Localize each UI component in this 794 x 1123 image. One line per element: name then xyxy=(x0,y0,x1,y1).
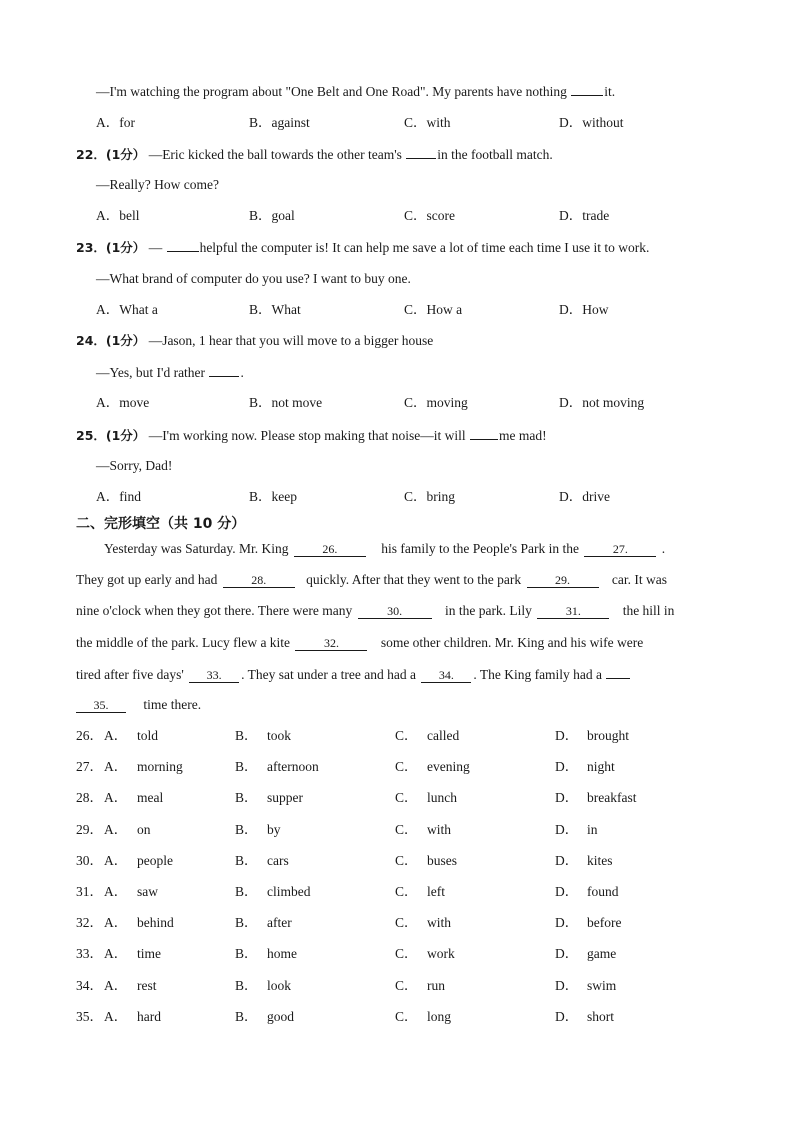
stem-text-after: in the football match. xyxy=(437,147,553,162)
answer-blank xyxy=(406,145,436,159)
option-d-text: night xyxy=(587,759,615,775)
option-letter-b: B． xyxy=(235,915,258,931)
stem-text: —I'm watching the program about "One Belt and One Road". My parents have nothing xyxy=(96,84,571,99)
stem-text: —Eric kicked the ball towards the other team's xyxy=(148,147,406,162)
option-d-text: breakfast xyxy=(587,790,637,806)
option-letter-c: C． xyxy=(395,821,418,837)
option-letter-c: C． xyxy=(395,884,418,899)
option-c-text: called xyxy=(427,728,460,743)
option-a-text: saw xyxy=(137,884,158,899)
option-c-text: lunch xyxy=(427,790,457,806)
cloze-option-row xyxy=(76,1008,756,1026)
option-letter-b: B． xyxy=(235,977,258,993)
option-c: C．score xyxy=(404,208,455,223)
option-c-text: long xyxy=(427,1008,452,1024)
passage-line-1 xyxy=(76,540,718,558)
option-b-text: by xyxy=(267,821,281,837)
option-letter-c: C． xyxy=(395,790,418,806)
answer-blank xyxy=(470,426,498,440)
passage-line-2 xyxy=(76,571,718,589)
option-letter-d: D． xyxy=(555,884,579,899)
option-letter-d: D． xyxy=(555,852,579,868)
option-number: 29． xyxy=(76,821,103,837)
cloze-option-row xyxy=(76,852,756,870)
option-letter-a: A． xyxy=(104,977,128,993)
option-d-text: game xyxy=(587,946,617,962)
stem-text-after: me mad! xyxy=(498,428,547,443)
option-letter-d: D． xyxy=(555,977,579,993)
option-letter-c: C． xyxy=(395,728,418,743)
passage-text: the hill in xyxy=(622,603,675,618)
answer-blank xyxy=(167,238,199,252)
option-b-text: cars xyxy=(267,852,289,868)
answer-blank xyxy=(571,82,603,96)
option-d-text: in xyxy=(587,821,598,837)
option-number: 35． xyxy=(76,1008,103,1024)
cloze-blank-26: 26. xyxy=(294,542,366,557)
answer-blank xyxy=(209,363,239,377)
question-number: 22．(1分） xyxy=(76,147,146,162)
option-d: D．not moving xyxy=(559,395,645,410)
cloze-option-row xyxy=(76,821,756,839)
option-d: D．trade xyxy=(559,208,610,223)
cloze-blank-30: 30. xyxy=(358,604,432,619)
cloze-blank-34: 34. xyxy=(421,668,471,683)
cloze-option-row xyxy=(76,758,756,776)
question-25-stem xyxy=(76,426,547,445)
cloze-option-row xyxy=(76,945,756,963)
option-c-text: left xyxy=(427,884,445,899)
option-a-text: on xyxy=(137,821,151,837)
option-number: 33． xyxy=(76,946,103,962)
option-c-text: buses xyxy=(427,852,457,868)
option-c-text: run xyxy=(427,977,445,993)
question-22-stem xyxy=(76,145,553,164)
cloze-blank-31: 31. xyxy=(537,604,609,619)
option-c-text: with xyxy=(427,915,452,931)
option-letter-c: C． xyxy=(395,852,418,868)
passage-text: nine o'clock when they got there. There were many xyxy=(76,603,353,618)
option-a-text: hard xyxy=(137,1008,161,1024)
question-22-followup: —Really? How come? xyxy=(96,177,219,192)
question-24-followup xyxy=(96,363,244,382)
option-a-text: rest xyxy=(137,977,157,993)
option-c-text: work xyxy=(427,946,455,962)
passage-text: tired after five days' xyxy=(76,667,184,682)
option-a: A．What a xyxy=(96,302,158,317)
cloze-blank-35: 35. xyxy=(76,698,126,713)
option-c: C．moving xyxy=(404,395,468,410)
option-letter-d: D． xyxy=(555,759,579,775)
option-a: A．find xyxy=(96,489,141,504)
question-21-stem xyxy=(96,82,615,101)
passage-text: some other children. Mr. King and his wife were xyxy=(380,635,644,650)
question-24-stem xyxy=(76,332,433,350)
cloze-option-row xyxy=(76,977,756,995)
option-a: A．move xyxy=(96,395,150,410)
option-letter-b: B． xyxy=(235,821,258,837)
cloze-blank-32: 32. xyxy=(295,636,367,651)
question-23-followup: —What brand of computer do you use? I want to buy one. xyxy=(96,271,411,286)
option-letter-a: A． xyxy=(104,915,128,931)
passage-text: time there. xyxy=(143,697,202,712)
option-letter-a: A． xyxy=(104,728,128,743)
option-d-text: brought xyxy=(587,728,629,743)
option-b-text: home xyxy=(267,946,297,962)
passage-text: . The King family had a xyxy=(473,667,603,682)
option-b-text: look xyxy=(267,977,292,993)
option-letter-a: A． xyxy=(104,821,128,837)
passage-line-5 xyxy=(76,665,718,684)
stem-text: —Jason, 1 hear that you will move to a bigger house xyxy=(148,333,434,348)
option-letter-a: A． xyxy=(104,852,128,868)
option-b: B．goal xyxy=(249,208,295,223)
option-letter-d: D． xyxy=(555,728,579,743)
option-letter-c: C． xyxy=(395,946,418,962)
option-d: D．without xyxy=(559,115,624,130)
option-a-text: meal xyxy=(137,790,164,806)
option-number: 30． xyxy=(76,852,103,868)
option-letter-b: B． xyxy=(235,728,258,743)
passage-text: Yesterday was Saturday. Mr. King xyxy=(104,541,289,556)
passage-text: his family to the People's Park in the xyxy=(381,541,580,556)
passage-text: quickly. After that they went to the park xyxy=(306,572,522,587)
question-number: 24．(1分） xyxy=(76,333,146,348)
option-letter-a: A． xyxy=(104,759,128,775)
stem-text-after: it. xyxy=(604,84,616,99)
option-b: B．What xyxy=(249,302,301,317)
passage-line-6 xyxy=(76,696,718,714)
line-blank xyxy=(606,665,630,679)
section-title: 二、完形填空（共 10 分） xyxy=(76,516,246,532)
option-letter-b: B． xyxy=(235,946,258,962)
cloze-option-row xyxy=(76,727,756,745)
option-b-text: climbed xyxy=(267,884,311,899)
passage-text: They got up early and had xyxy=(76,572,218,587)
passage-text: car. It was xyxy=(611,572,668,587)
cloze-option-row xyxy=(76,883,756,901)
option-number: 32． xyxy=(76,915,103,931)
passage-text: the middle of the park. Lucy flew a kite xyxy=(76,635,291,650)
option-letter-c: C． xyxy=(395,759,418,775)
passage-text: in the park. Lily xyxy=(444,603,532,618)
question-23-stem xyxy=(76,238,649,257)
question-number: 23．(1分） xyxy=(76,240,146,255)
option-a: A．bell xyxy=(96,208,140,223)
option-number: 27． xyxy=(76,759,103,775)
option-letter-a: A． xyxy=(104,790,128,806)
option-letter-d: D． xyxy=(555,1008,579,1024)
cloze-option-row xyxy=(76,914,756,932)
option-b-text: good xyxy=(267,1008,294,1024)
option-letter-b: B． xyxy=(235,759,258,775)
option-c-text: with xyxy=(427,821,452,837)
option-c-text: evening xyxy=(427,759,470,775)
option-number: 28． xyxy=(76,790,103,806)
option-a: A．for xyxy=(96,115,135,130)
option-number: 34． xyxy=(76,977,103,993)
option-d-text: kites xyxy=(587,852,613,868)
question-25-followup: —Sorry, Dad! xyxy=(96,458,173,473)
option-a-text: told xyxy=(137,728,159,743)
option-letter-b: B． xyxy=(235,790,258,806)
option-a-text: time xyxy=(137,946,161,962)
option-letter-d: D． xyxy=(555,790,579,806)
passage-text: . They sat under a tree and had a xyxy=(241,667,416,682)
option-letter-a: A． xyxy=(104,1008,128,1024)
stem-text: —I'm working now. Please stop making that noise—it will xyxy=(148,428,469,443)
option-a-text: people xyxy=(137,852,173,868)
option-letter-b: B． xyxy=(235,852,258,868)
option-letter-c: C． xyxy=(395,1008,418,1024)
option-letter-d: D． xyxy=(555,946,579,962)
stem-text-after: helpful the computer is! It can help me save a lot of time each time I use it to work. xyxy=(199,240,650,255)
option-a-text: behind xyxy=(137,915,174,931)
option-b-text: took xyxy=(267,728,292,743)
option-letter-b: B． xyxy=(235,1008,258,1024)
option-d-text: swim xyxy=(587,977,617,993)
cloze-blank-33: 33. xyxy=(189,668,239,683)
option-c: C．How a xyxy=(404,302,463,317)
option-d-text: short xyxy=(587,1008,614,1024)
option-letter-d: D． xyxy=(555,915,579,931)
option-b-text: supper xyxy=(267,790,303,806)
option-b: B．not move xyxy=(249,395,323,410)
option-number: 31． xyxy=(76,884,103,899)
option-a-text: morning xyxy=(137,759,183,775)
cloze-blank-28: 28. xyxy=(223,573,295,588)
cloze-blank-29: 29. xyxy=(527,573,599,588)
question-number: 25．(1分） xyxy=(76,428,146,443)
passage-line-4 xyxy=(76,634,718,652)
followup-text-after: . xyxy=(240,365,244,380)
option-c: C．with xyxy=(404,115,451,130)
option-d-text: found xyxy=(587,884,619,899)
option-b: B．against xyxy=(249,115,310,130)
option-letter-c: C． xyxy=(395,915,418,931)
option-d-text: before xyxy=(587,915,622,931)
option-letter-a: A． xyxy=(104,946,128,962)
option-b-text: afternoon xyxy=(267,759,319,775)
option-letter-c: C． xyxy=(395,977,418,993)
option-letter-a: A． xyxy=(104,884,128,899)
stem-text: — xyxy=(148,240,166,255)
option-b-text: after xyxy=(267,915,292,931)
option-b: B．keep xyxy=(249,489,297,504)
followup-text: —Yes, but I'd rather xyxy=(96,365,209,380)
option-d: D．How xyxy=(559,302,609,317)
option-c: C．bring xyxy=(404,489,456,504)
option-letter-b: B． xyxy=(235,884,258,899)
cloze-option-row xyxy=(76,789,756,807)
option-number: 26． xyxy=(76,728,103,743)
option-letter-d: D． xyxy=(555,821,579,837)
passage-line-3 xyxy=(76,602,718,620)
passage-text: . xyxy=(661,541,666,556)
cloze-blank-27: 27. xyxy=(584,542,656,557)
option-d: D．drive xyxy=(559,489,610,504)
